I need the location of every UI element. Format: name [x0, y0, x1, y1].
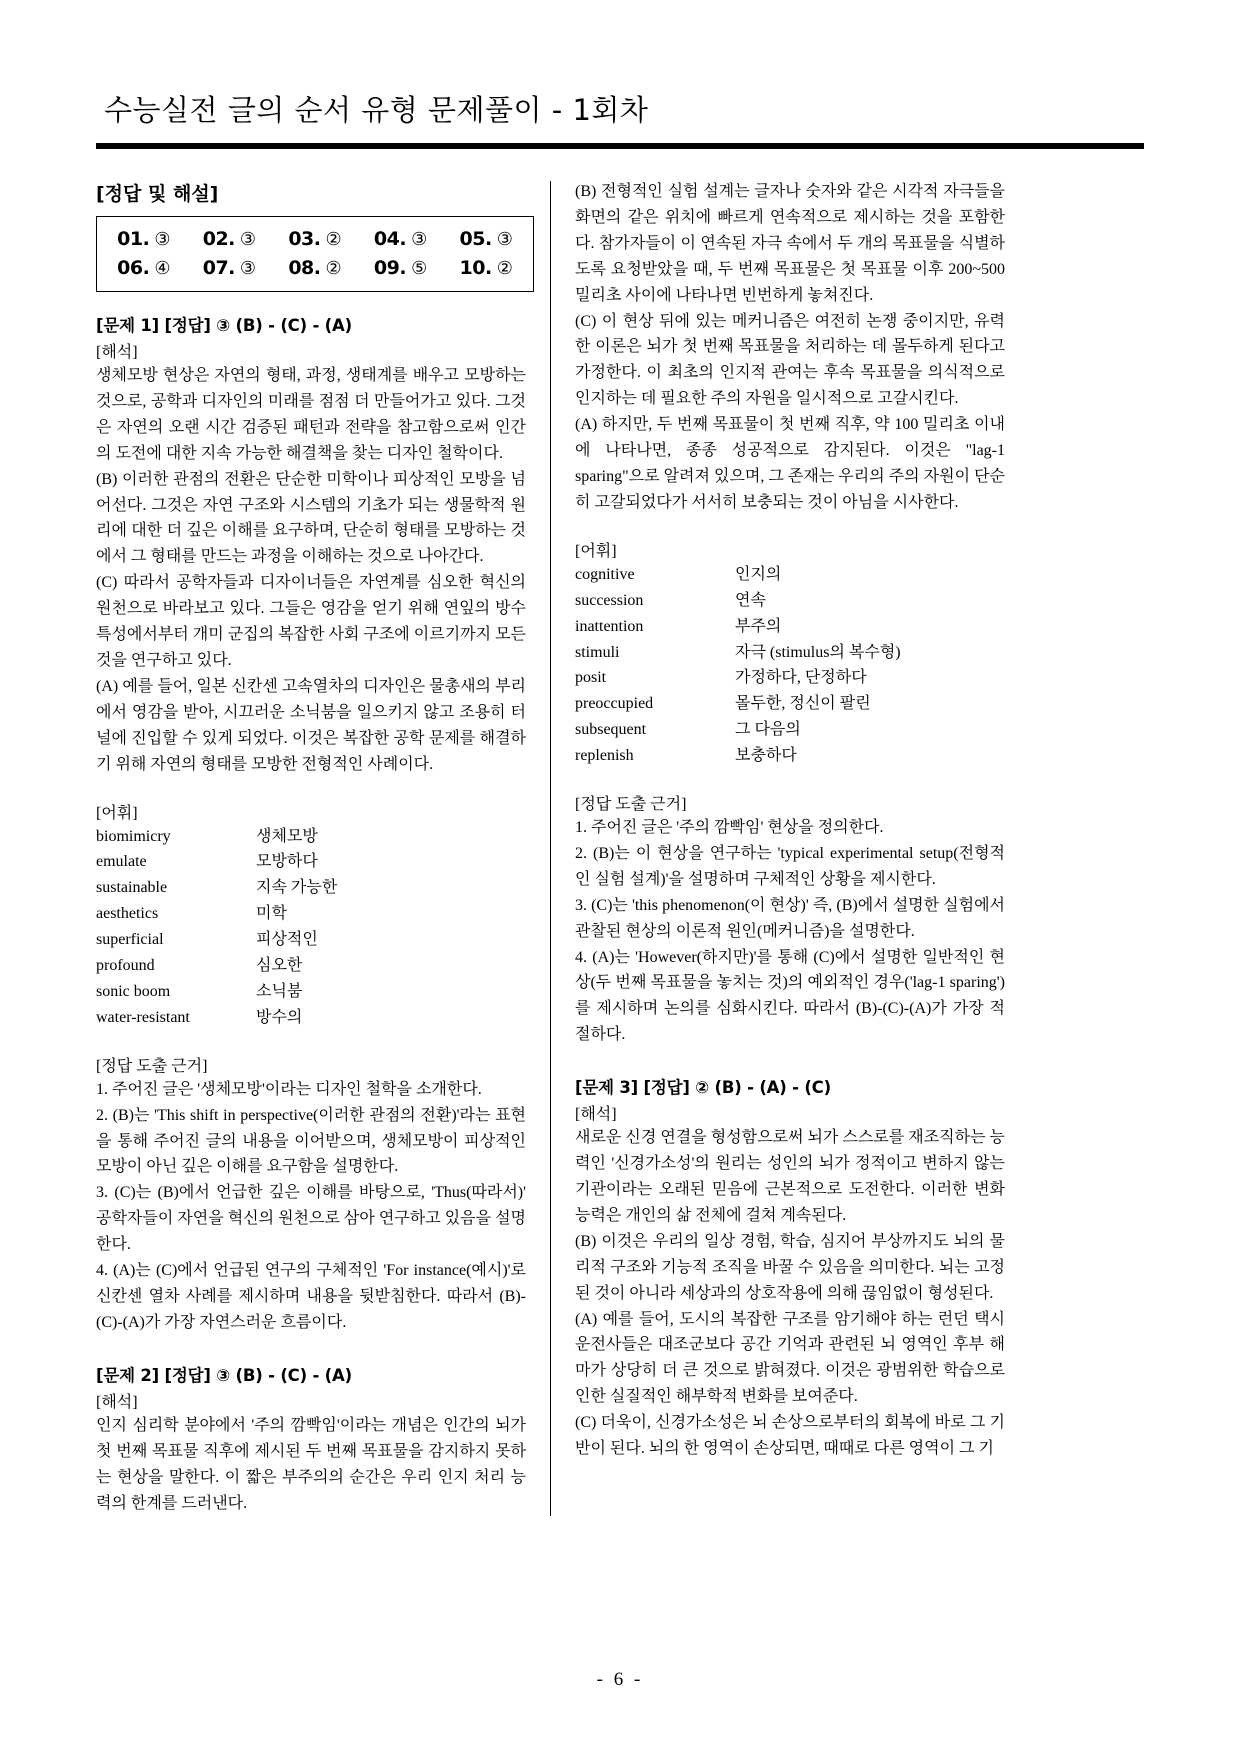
- vocab-item: [575, 640, 1005, 666]
- vocab-definition: 몰두한, 정신이 팔린: [735, 695, 871, 713]
- vocab-item: [575, 588, 1005, 614]
- interpretation-paragraph: (A) 하지만, 두 번째 목표물이 첫 번째 직후, 약 100 밀리초 이내에 나타나면, 종종 성공적으로 감지된다. 이것은 "lag-1 sparing"으로 알려져 있으며, 그 존재는 우리의 주의 자원이 단순히 고갈되었다가 서서히 보충되는 것이 아님을 시사한다.: [575, 416, 1005, 511]
- vocab-term: preoccupied: [575, 695, 654, 713]
- vocab-item: [575, 614, 1005, 640]
- vocab-term: profound: [96, 957, 155, 975]
- problem-2-interpretation-start: [96, 1413, 526, 1517]
- vocab-definition: 미학: [256, 905, 287, 923]
- answer-choice: ④: [154, 257, 171, 279]
- answer-key-item: [443, 254, 529, 283]
- vocab-item: [96, 1005, 526, 1031]
- rationale-item: 4. (A)는 'However(하지만)'를 통해 (C)에서 설명한 일반적인 현상(두 번째 목표물을 놓치는 것)의 예외적인 경우('lag-1 sparing')를 제시하며 논의를 심화시킨다. 따라서 (B)-(C)-(A)가 가장 적절하다.: [575, 948, 1005, 1044]
- problem-1-interpretation: [96, 363, 526, 778]
- answer-key-item: [358, 225, 444, 254]
- vocab-definition: 소닉붐: [256, 982, 303, 1000]
- answer-key-item: [272, 254, 358, 283]
- answer-number: 02.: [202, 228, 235, 250]
- vocab-item: [96, 979, 526, 1005]
- problem-2-vocab-list: [575, 562, 1005, 769]
- vocab-item: [96, 953, 526, 979]
- vocab-item: [575, 562, 1005, 588]
- problem-2-rationale: [575, 815, 1005, 1048]
- problem-1-vocab-list: [96, 824, 526, 1031]
- answer-key-heading: [정답 및 해설]: [96, 183, 219, 205]
- vocab-item: [96, 849, 526, 875]
- problem-2-interpretation-label: [해석]: [96, 1393, 138, 1411]
- vocab-item: [575, 717, 1005, 743]
- vocab-item: [575, 743, 1005, 769]
- vocab-definition: 생체모방: [256, 827, 318, 845]
- vocab-item: [96, 875, 526, 901]
- vocab-item: [96, 824, 526, 850]
- problem-1-vocab-label: [어휘]: [96, 804, 138, 822]
- left-column: [96, 179, 550, 1516]
- interpretation-paragraph: (B) 이것은 우리의 일상 경험, 학습, 심지어 부상까지도 뇌의 물리적 구조와 기능적 조직을 바꿀 수 있음을 의미한다. 뇌는 고정된 것이 아니라 세상과의 상호작용에 의해 끊임없이 형성된다.: [575, 1232, 1005, 1302]
- answer-key-item: [272, 225, 358, 254]
- vocab-definition: 부주의: [735, 617, 782, 635]
- vocab-term: subsequent: [575, 721, 647, 739]
- vocab-definition: 심오한: [256, 957, 303, 975]
- answer-number: 09.: [373, 256, 407, 279]
- rationale-item: 2. (B)는 이 현상을 연구하는 'typical experimental setup(전형적인 실험 설계)'을 설명하며 구체적인 상황을 제시한다.: [575, 844, 1005, 888]
- title-divider: [96, 143, 1144, 149]
- vocab-term: sonic boom: [96, 982, 171, 1000]
- answer-key-item: [187, 254, 273, 283]
- problem-3-interpretation: [575, 1125, 1005, 1462]
- vocab-term: emulate: [96, 853, 147, 871]
- vocab-definition: 방수의: [256, 1008, 303, 1026]
- vocab-term: posit: [575, 669, 607, 687]
- answer-choice: ③: [411, 229, 428, 250]
- interpretation-paragraph: 새로운 신경 연결을 형성함으로써 뇌가 스스로를 재조직하는 능력인 '신경가소성'의 원리는 성인의 뇌가 정적이고 변하지 않는 기관이라는 오래된 믿음에 근본적으로 도전한다. 이러한 변화 능력은 개인의 삶 전체에 걸쳐 계속된다.: [575, 1129, 1005, 1224]
- right-column: [551, 179, 1005, 1516]
- problem-2-rationale-label: [정답 도출 근거]: [575, 796, 687, 814]
- answer-choice: ③: [239, 257, 257, 279]
- answer-number: 10.: [459, 256, 492, 279]
- vocab-definition: 가정하다, 단정하다: [735, 669, 867, 687]
- answer-number: 01.: [117, 228, 150, 250]
- interpretation-paragraph: (C) 더욱이, 신경가소성은 뇌 손상으로부터의 회복에 바로 그 기반이 된다. 뇌의 한 영역이 손상되면, 때때로 다른 영역이 그 기: [575, 1414, 1005, 1458]
- interpretation-paragraph: (B) 전형적인 실험 설계는 글자나 숫자와 같은 시각적 자극들을 화면의 같은 위치에 빠르게 연속적으로 제시하는 것을 포함한다. 참가자들이 이 연속된 자극 속에서 두 개의 목표물을 식별하도록 요청받았을 때, 두 번째 목표물은 첫 목표물 이후 200~500 밀리초 사이에 나타나면 빈번하게 놓쳐진다.: [575, 183, 1005, 304]
- interpretation-paragraph: 인지 심리학 분야에서 '주의 깜빡임'이라는 개념은 인간의 뇌가 첫 번째 목표물 직후에 제시된 두 번째 목표물을 감지하지 못하는 현상을 말한다. 이 짧은 부주의의 순간은 우리 인지 처리 능력의 한계를 드러낸다.: [96, 1416, 526, 1512]
- vocab-definition: 지속 가능한: [256, 879, 338, 897]
- vocab-term: replenish: [575, 747, 634, 765]
- vocab-term: sustainable: [96, 879, 168, 897]
- interpretation-paragraph: (C) 따라서 공학자들과 디자이너들은 자연계를 심오한 혁신의 원천으로 바라보고 있다. 그들은 영감을 얻기 위해 연잎의 방수 특성에서부터 개미 군집의 복잡한 사회 구조에 이르기까지 모든 것을 연구하고 있다.: [96, 574, 526, 669]
- vocab-term: superficial: [96, 931, 164, 949]
- rationale-item: 1. 주어진 글은 '주의 깜빡임' 현상을 정의한다.: [575, 819, 884, 837]
- two-column-layout: [96, 179, 1144, 1516]
- rationale-item: 1. 주어진 글은 '생체모방'이라는 디자인 철학을 소개한다.: [96, 1080, 482, 1098]
- answer-choice: ②: [325, 229, 342, 250]
- answer-number: 03.: [288, 228, 321, 250]
- vocab-definition: 연속: [735, 591, 766, 609]
- vocab-definition: 자극 (stimulus의 복수형): [735, 643, 901, 661]
- answer-key-item: [187, 225, 273, 254]
- vocab-definition: 그 다음의: [735, 721, 801, 739]
- answer-choice: ③: [496, 229, 513, 250]
- answer-number: 06.: [117, 256, 150, 279]
- answer-choice: ③: [154, 229, 171, 250]
- problem-3-interpretation-label: [해석]: [575, 1106, 617, 1124]
- vocab-term: stimuli: [575, 643, 620, 661]
- answer-choice: ⑤: [411, 257, 428, 279]
- answer-key-item: [101, 254, 187, 283]
- problem-1-interpretation-label: [해석]: [96, 344, 138, 361]
- vocab-term: cognitive: [575, 565, 635, 583]
- answer-key-row: [101, 254, 529, 283]
- vocab-term: inattention: [575, 617, 644, 635]
- answer-number: 04.: [373, 228, 407, 250]
- answer-choice: ②: [325, 257, 342, 279]
- vocab-term: water-resistant: [96, 1008, 190, 1026]
- rationale-item: 4. (A)는 (C)에서 언급된 연구의 구체적인 'For instance(예시)'로 신칸센 열차 사례를 제시하며 내용을 뒷받침한다. 따라서 (B)-(C)-(A)가 가장 자연스러운 흐름이다.: [96, 1262, 526, 1331]
- interpretation-paragraph: 생체모방 현상은 자연의 형태, 과정, 생태계를 배우고 모방하는 것으로, 공학과 디자인의 미래를 점점 더 만들어가고 있다. 그것은 자연의 오랜 시간 검증된 패턴과 전략을 참고함으로써 인간의 도전에 대한 지속 가능한 해결책을 찾는 디자인 철학이다.: [96, 367, 526, 462]
- interpretation-paragraph: (B) 이러한 관점의 전환은 단순한 미학이나 피상적인 모방을 넘어선다. 그것은 자연 구조와 시스템의 기초가 되는 생물학적 원리에 대한 더 깊은 이해를 요구하며, 단순히 형태를 모방하는 것에서 그 형태를 만드는 과정을 이해하는 것으로 나아간다.: [96, 470, 526, 566]
- vocab-term: aesthetics: [96, 905, 159, 923]
- answer-key-row: [101, 225, 529, 254]
- answer-key-item: [358, 254, 444, 283]
- problem-1-rationale: [96, 1077, 526, 1336]
- vocab-definition: 피상적인: [256, 931, 318, 949]
- vocab-definition: 모방하다: [256, 853, 318, 871]
- answer-key-box: [96, 216, 534, 292]
- vocab-item: [575, 665, 1005, 691]
- answer-choice: ③: [239, 229, 257, 250]
- answer-number: 05.: [459, 228, 492, 250]
- problem-2-vocab-label: [어휘]: [575, 542, 617, 560]
- interpretation-paragraph: (C) 이 현상 뒤에 있는 메커니즘은 여전히 논쟁 중이지만, 유력한 이론은 뇌가 첫 번째 목표물을 처리하는 데 몰두하게 된다고 가정한다. 이 최초의 인지적 관여는 후속 목표물을 의식적으로 인지하는 데 필요한 주의 자원을 일시적으로 고갈시킨다.: [575, 312, 1005, 408]
- vocab-term: succession: [575, 591, 644, 609]
- rationale-item: 2. (B)는 'This shift in perspective(이러한 관점의 전환)'라는 표현을 통해 주어진 글의 내용을 이어받으며, 생체모방이 피상적인 모방이 아닌 깊은 이해를 요구함을 설명한다.: [96, 1106, 526, 1176]
- problem-1-heading: [문제 1] [정답] ③ (B) - (C) - (A): [96, 316, 352, 335]
- vocab-item: [96, 927, 526, 953]
- vocab-item: [575, 691, 1005, 717]
- interpretation-paragraph: (A) 예를 들어, 도시의 복잡한 구조를 암기해야 하는 런던 택시 운전사들은 대조군보다 공간 기억과 관련된 뇌 영역인 후부 해마가 상당히 더 큰 것으로 밝혀졌다. 이것은 광범위한 학습으로 인한 실질적인 해부학적 변화를 보여준다.: [575, 1310, 1005, 1406]
- problem-3-heading: [문제 3] [정답] ② (B) - (A) - (C): [575, 1078, 831, 1098]
- rationale-item: 3. (C)는 'this phenomenon(이 현상)' 즉, (B)에서 설명한 실험에서 관찰된 현상의 이론적 원인(메커니즘)을 설명한다.: [575, 896, 1005, 940]
- vocab-term: biomimicry: [96, 827, 171, 845]
- vocab-definition: 보충하다: [735, 747, 797, 765]
- page-number: - 6 -: [596, 1669, 644, 1690]
- problem-2-interpretation-cont: [575, 179, 1005, 516]
- vocab-definition: 인지의: [735, 565, 782, 583]
- interpretation-paragraph: (A) 예를 들어, 일본 신칸센 고속열차의 디자인은 물총새의 부리에서 영감을 받아, 시끄러운 소닉붐을 일으키지 않고 조용히 터널에 진입할 수 있게 되었다. 이것은 복잡한 공학 문제를 해결하기 위해 자연의 형태를 모방한 전형적인 사례이다.: [96, 677, 526, 773]
- answer-choice: ②: [496, 257, 513, 279]
- page-title: 수능실전 글의 순서 유형 문제풀이 - 1회차: [104, 93, 649, 127]
- problem-2-heading: [문제 2] [정답] ③ (B) - (C) - (A): [96, 1365, 352, 1385]
- answer-number: 07.: [202, 256, 235, 279]
- answer-number: 08.: [288, 256, 321, 279]
- answer-key-item: [443, 225, 529, 254]
- rationale-item: 3. (C)는 (B)에서 언급한 깊은 이해를 바탕으로, 'Thus(따라서)' 공학자들이 자연을 혁신의 원천으로 삼아 연구하고 있음을 설명한다.: [96, 1184, 526, 1254]
- problem-1-rationale-label: [정답 도출 근거]: [96, 1057, 208, 1075]
- vocab-item: [96, 901, 526, 927]
- answer-key-item: [101, 225, 187, 254]
